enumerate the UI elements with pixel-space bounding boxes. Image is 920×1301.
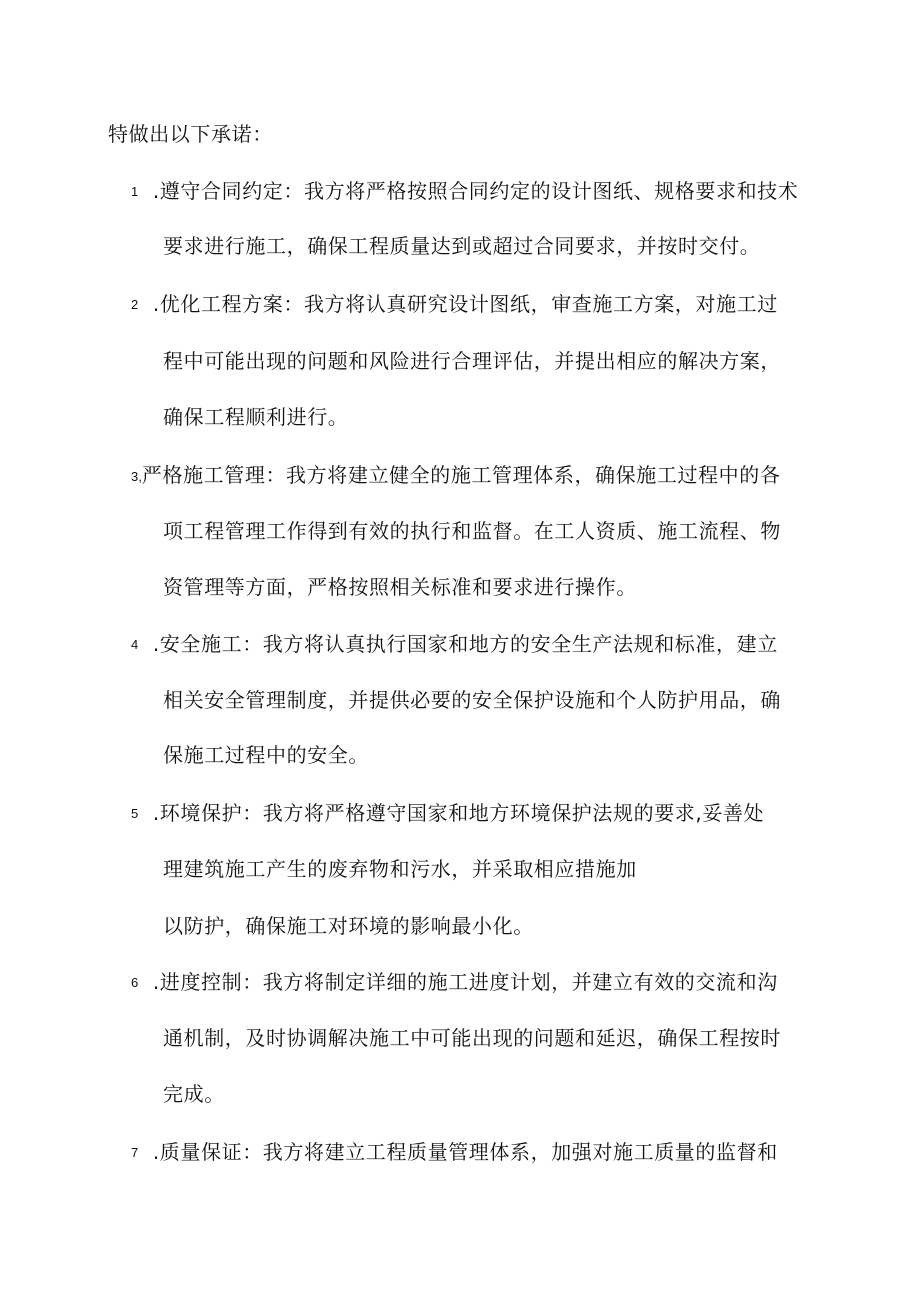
list-item-1-line-2: 要求进行施工，确保工程质量达到或超过合同要求，并按时交付。 <box>163 234 761 258</box>
list-item-5-line-1 <box>131 799 764 828</box>
list-item-4-line-1 <box>131 630 778 659</box>
item-text: .环境保护：我方将严格遵守国家和地方环境保护法规的要求,妥善处 <box>152 801 765 825</box>
item-number: 1 <box>131 184 139 199</box>
item-text: .质量保证：我方将建立工程质量管理体系，加强对施工质量的监督和 <box>152 1140 778 1164</box>
item-number: 7 <box>131 1145 139 1160</box>
list-item-5-line-2: 理建筑施工产生的废弃物和污水，并采取相应措施加 <box>163 857 637 881</box>
item-text: .安全施工：我方将认真执行国家和地方的安全生产法规和标准，建立 <box>152 632 778 656</box>
item-text: 严格施工管理：我方将建立健全的施工管理体系，确保施工过程中的各 <box>141 463 781 487</box>
item-text: .进度控制：我方将制定详细的施工进度计划，并建立有效的交流和沟 <box>152 970 778 994</box>
list-item-2-line-1 <box>131 290 778 319</box>
list-item-4-line-2: 相关安全管理制度，并提供必要的安全保护设施和个人防护用品，确 <box>163 688 781 712</box>
list-item-7-line-1 <box>131 1138 778 1167</box>
item-text: .优化工程方案：我方将认真研究设计图纸，审查施工方案，对施工过 <box>152 292 778 316</box>
item-text: .遵守合同约定：我方将严格按照合同约定的设计图纸、规格要求和技术 <box>152 179 799 203</box>
list-item-6-line-1 <box>131 968 778 997</box>
list-item-2-line-2: 程中可能出现的问题和风险进行合理评估，并提出相应的解决方案， <box>163 349 781 373</box>
intro-text: 特做出以下承诺： <box>108 122 273 146</box>
item-number: 6 <box>131 975 139 990</box>
list-item-6-line-2: 通机制，及时协调解决施工中可能出现的问题和延迟，确保工程按时 <box>163 1026 781 1050</box>
list-item-4-line-3: 保施工过程中的安全。 <box>163 743 369 767</box>
list-item-5-line-3: 以防护，确保施工对环境的影响最小化。 <box>163 914 534 938</box>
item-number: 5 <box>131 806 139 821</box>
item-number: 3, <box>131 469 142 484</box>
list-item-3-line-1 <box>131 461 780 491</box>
list-item-3-line-3: 资管理等方面，严格按照相关标准和要求进行操作。 <box>163 575 637 599</box>
list-item-6-line-3: 完成。 <box>163 1082 225 1106</box>
item-number: 2 <box>131 297 139 312</box>
item-number: 4 <box>131 637 139 652</box>
list-item-2-line-3: 确保工程顺利进行。 <box>163 405 349 429</box>
list-item-3-line-2: 项工程管理工作得到有效的执行和监督。在工人资质、施工流程、物 <box>163 519 781 543</box>
list-item-1-line-1 <box>131 177 798 206</box>
